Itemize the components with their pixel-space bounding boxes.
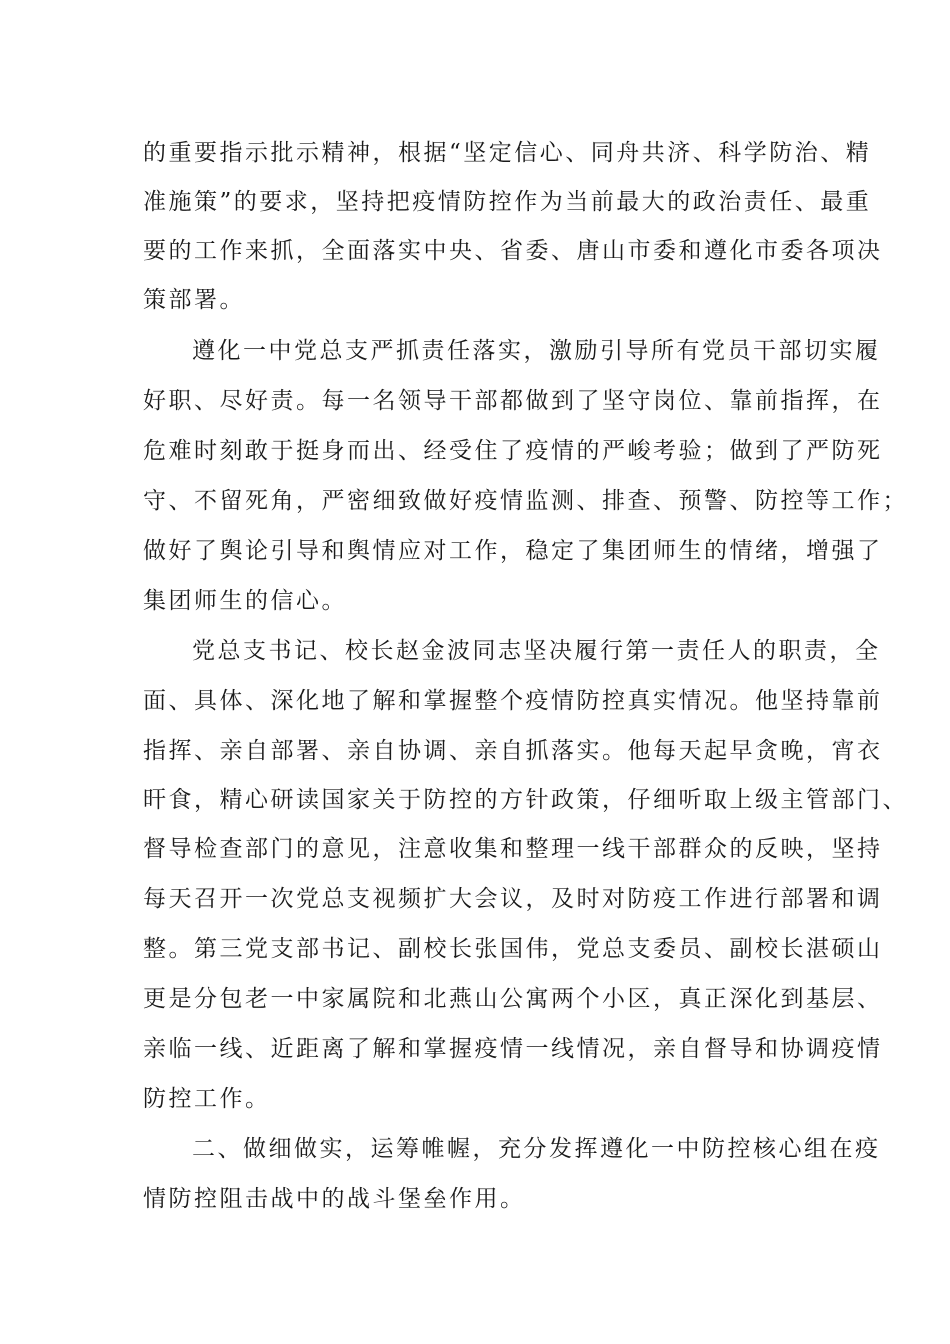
text-line: 好职、尽好责。每一名领导干部都做到了坚守岗位、靠前指挥，在 [143, 388, 883, 414]
text-line: 每天召开一次党总支视频扩大会议，及时对防疫工作进行部署和调 [143, 886, 883, 912]
text-line: 守、不留死角，严密细致做好疫情监测、排查、预警、防控等工作； [143, 488, 908, 514]
text-line: 遵化一中党总支严抓责任落实，激励引导所有党员干部切实履 [192, 338, 881, 364]
text-line: 防控工作。 [143, 1086, 271, 1112]
text-line: 党总支书记、校长赵金波同志坚决履行第一责任人的职责，全 [192, 638, 881, 664]
text-line: 危难时刻敢于挺身而出、经受住了疫情的严峻考验；做到了严防死 [143, 438, 883, 464]
text-line: 做好了舆论引导和舆情应对工作，稳定了集团师生的情绪，增强了 [143, 538, 883, 564]
text-line: 旰食，精心研读国家关于防控的方针政策，仔细听取上级主管部门、 [143, 787, 908, 813]
text-line: 更是分包老一中家属院和北燕山公寓两个小区，真正深化到基层、 [143, 986, 883, 1012]
text-line: 二、做细做实，运筹帷幄，充分发挥遵化一中防控核心组在疫 [192, 1136, 881, 1162]
text-line: 亲临一线、近距离了解和掌握疫情一线情况，亲自督导和协调疫情 [143, 1036, 883, 1062]
text-line: 督导检查部门的意见，注意收集和整理一线干部群众的反映，坚持 [143, 836, 883, 862]
text-line: 的重要指示批示精神，根据“坚定信心、同舟共济、科学防治、精 [143, 140, 872, 166]
text-line: 要的工作来抓，全面落实中央、省委、唐山市委和遵化市委各项决 [143, 238, 883, 264]
text-line: 面、具体、深化地了解和掌握整个疫情防控真实情况。他坚持靠前 [143, 688, 883, 714]
text-line: 情防控阻击战中的战斗堡垒作用。 [143, 1186, 526, 1212]
text-line: 准施策”的要求，坚持把疫情防控作为当前最大的政治责任、最重 [143, 189, 872, 215]
text-line: 策部署。 [143, 287, 245, 313]
text-line: 指挥、亲自部署、亲自协调、亲自抓落实。他每天起早贪晚，宵衣 [143, 738, 883, 764]
text-line: 整。第三党支部书记、副校长张国伟，党总支委员、副校长湛硕山 [143, 936, 883, 962]
text-line: 集团师生的信心。 [143, 588, 347, 614]
